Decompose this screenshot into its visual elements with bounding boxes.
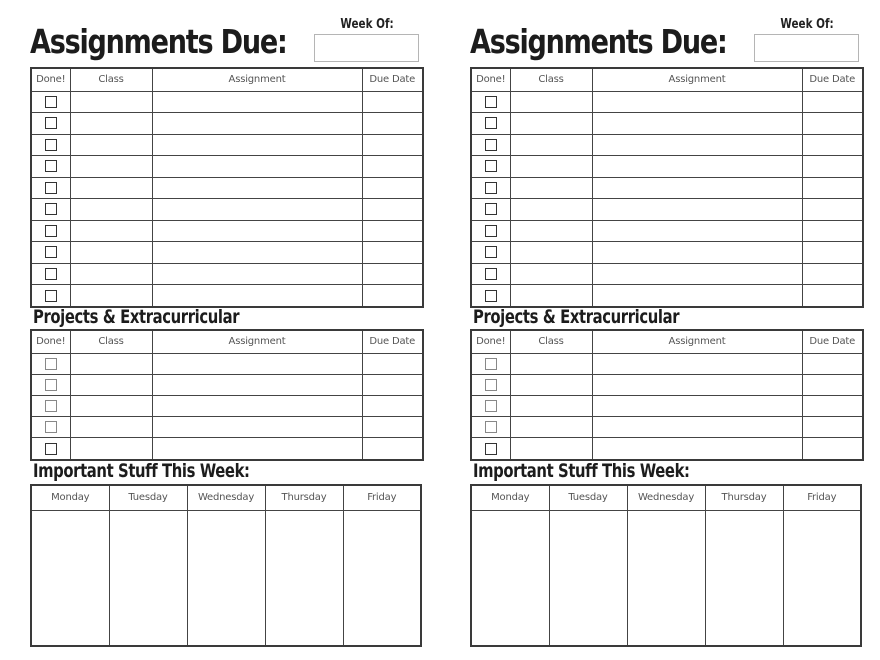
day-header-wednesday: Wednesday — [187, 485, 265, 510]
tuesday-notes-cell[interactable] — [549, 510, 627, 646]
due-date-cell[interactable] — [802, 263, 863, 285]
done-checkbox[interactable] — [45, 421, 57, 433]
class-cell[interactable] — [70, 438, 152, 460]
week-of-label: Week Of: — [340, 17, 394, 32]
due-date-cell[interactable] — [362, 91, 423, 113]
done-cell — [31, 177, 70, 199]
monday-notes-cell[interactable] — [31, 510, 109, 646]
important-section-title: Important Stuff This Week: — [33, 460, 250, 482]
table-row — [471, 134, 863, 156]
table-row — [31, 438, 423, 460]
assignment-cell[interactable] — [592, 242, 802, 264]
day-header-tuesday: Tuesday — [109, 485, 187, 510]
done-cell — [471, 438, 510, 460]
table-row — [471, 242, 863, 264]
class-cell[interactable] — [510, 374, 592, 395]
assignment-cell[interactable] — [592, 91, 802, 113]
done-checkbox[interactable] — [45, 203, 57, 215]
done-checkbox[interactable] — [485, 443, 497, 455]
done-cell — [31, 134, 70, 156]
table-row — [471, 91, 863, 113]
due-date-cell[interactable] — [362, 242, 423, 264]
assignment-cell[interactable] — [152, 353, 362, 374]
class-cell[interactable] — [70, 156, 152, 178]
class-cell[interactable] — [510, 113, 592, 135]
class-cell[interactable] — [70, 374, 152, 395]
column-header-done: Done! — [471, 68, 510, 91]
done-cell — [471, 134, 510, 156]
assignment-cell[interactable] — [592, 374, 802, 395]
day-header-friday: Friday — [783, 485, 861, 510]
due-date-cell[interactable] — [362, 285, 423, 307]
table-row — [31, 156, 423, 178]
done-cell — [471, 395, 510, 416]
due-date-cell[interactable] — [802, 134, 863, 156]
assignment-cell[interactable] — [592, 177, 802, 199]
due-date-cell[interactable] — [362, 134, 423, 156]
done-checkbox[interactable] — [485, 203, 497, 215]
table-row — [471, 177, 863, 199]
column-header-done: Done! — [31, 68, 70, 91]
done-checkbox[interactable] — [485, 268, 497, 280]
due-date-cell[interactable] — [362, 177, 423, 199]
done-checkbox[interactable] — [45, 400, 57, 412]
done-cell — [31, 353, 70, 374]
done-checkbox[interactable] — [45, 182, 57, 194]
done-cell — [471, 113, 510, 135]
done-checkbox[interactable] — [45, 379, 57, 391]
done-cell — [471, 374, 510, 395]
done-checkbox[interactable] — [485, 225, 497, 237]
table-row — [31, 395, 423, 416]
due-date-cell[interactable] — [802, 417, 863, 438]
table-row — [31, 199, 423, 221]
class-cell[interactable] — [70, 242, 152, 264]
done-cell — [31, 199, 70, 221]
table-row — [471, 395, 863, 416]
done-cell — [471, 199, 510, 221]
due-date-cell[interactable] — [802, 199, 863, 221]
done-checkbox[interactable] — [45, 225, 57, 237]
table-row — [471, 353, 863, 374]
class-cell[interactable] — [70, 353, 152, 374]
class-cell[interactable] — [70, 199, 152, 221]
due-date-cell[interactable] — [802, 353, 863, 374]
due-date-cell[interactable] — [362, 417, 423, 438]
due-date-cell[interactable] — [362, 353, 423, 374]
table-row — [31, 417, 423, 438]
column-header-assignment: Assignment — [592, 330, 802, 353]
week-of-label: Week Of: — [780, 17, 834, 32]
table-row — [31, 242, 423, 264]
projects-section-title: Projects & Extracurricular — [33, 306, 240, 328]
done-checkbox[interactable] — [485, 379, 497, 391]
class-cell[interactable] — [510, 91, 592, 113]
class-cell[interactable] — [70, 113, 152, 135]
due-date-cell[interactable] — [362, 438, 423, 460]
due-date-cell[interactable] — [362, 220, 423, 242]
due-date-cell[interactable] — [362, 374, 423, 395]
table-row — [31, 220, 423, 242]
due-date-cell[interactable] — [802, 156, 863, 178]
done-checkbox[interactable] — [45, 358, 57, 370]
assignment-cell[interactable] — [592, 353, 802, 374]
due-date-cell[interactable] — [362, 113, 423, 135]
done-cell — [471, 91, 510, 113]
done-cell — [31, 438, 70, 460]
table-row — [31, 374, 423, 395]
important-section-title: Important Stuff This Week: — [473, 460, 690, 482]
column-header-due-date: Due Date — [362, 330, 423, 353]
due-date-cell[interactable] — [802, 285, 863, 307]
thursday-notes-cell[interactable] — [705, 510, 783, 646]
assignments-table — [470, 67, 864, 308]
class-cell[interactable] — [510, 199, 592, 221]
assignment-cell[interactable] — [152, 156, 362, 178]
table-row — [31, 134, 423, 156]
done-checkbox[interactable] — [45, 139, 57, 151]
column-header-assignment: Assignment — [592, 68, 802, 91]
class-cell[interactable] — [70, 177, 152, 199]
tuesday-notes-cell[interactable] — [109, 510, 187, 646]
assignment-cell[interactable] — [592, 113, 802, 135]
done-cell — [471, 220, 510, 242]
assignment-cell[interactable] — [152, 285, 362, 307]
wednesday-notes-cell[interactable] — [627, 510, 705, 646]
assignment-cell[interactable] — [152, 417, 362, 438]
column-header-class: Class — [70, 330, 152, 353]
done-checkbox[interactable] — [485, 400, 497, 412]
class-cell[interactable] — [70, 395, 152, 416]
done-checkbox[interactable] — [485, 96, 497, 108]
due-date-cell[interactable] — [802, 220, 863, 242]
weekly-notes-table — [30, 484, 422, 647]
assignment-cell[interactable] — [152, 263, 362, 285]
done-checkbox[interactable] — [485, 139, 497, 151]
assignment-cell[interactable] — [592, 156, 802, 178]
done-checkbox[interactable] — [485, 358, 497, 370]
assignment-cell[interactable] — [592, 134, 802, 156]
projects-section-title: Projects & Extracurricular — [473, 306, 680, 328]
done-checkbox[interactable] — [485, 117, 497, 129]
column-header-due-date: Due Date — [802, 330, 863, 353]
due-date-cell[interactable] — [802, 374, 863, 395]
due-date-cell[interactable] — [802, 395, 863, 416]
done-checkbox[interactable] — [45, 268, 57, 280]
assignment-cell[interactable] — [152, 177, 362, 199]
done-cell — [31, 285, 70, 307]
due-date-cell[interactable] — [362, 395, 423, 416]
table-row — [31, 353, 423, 374]
done-cell — [471, 353, 510, 374]
done-cell — [31, 91, 70, 113]
class-cell[interactable] — [510, 285, 592, 307]
done-cell — [31, 395, 70, 416]
assignment-cell[interactable] — [152, 91, 362, 113]
class-cell[interactable] — [510, 242, 592, 264]
planner-page-left — [30, 0, 430, 660]
class-cell[interactable] — [70, 285, 152, 307]
day-header-thursday: Thursday — [705, 485, 783, 510]
done-checkbox[interactable] — [485, 290, 497, 302]
day-header-monday: Monday — [471, 485, 549, 510]
assignment-cell[interactable] — [152, 374, 362, 395]
class-cell[interactable] — [510, 438, 592, 460]
done-checkbox[interactable] — [45, 290, 57, 302]
assignments-table — [30, 67, 424, 308]
projects-table — [30, 329, 424, 461]
assignment-cell[interactable] — [152, 113, 362, 135]
projects-table — [470, 329, 864, 461]
done-cell — [471, 417, 510, 438]
table-row — [471, 438, 863, 460]
assignment-cell[interactable] — [592, 417, 802, 438]
done-cell — [471, 242, 510, 264]
monday-notes-cell[interactable] — [471, 510, 549, 646]
done-checkbox[interactable] — [45, 246, 57, 258]
planner-page-right — [470, 0, 870, 660]
thursday-notes-cell[interactable] — [265, 510, 343, 646]
done-checkbox[interactable] — [45, 160, 57, 172]
due-date-cell[interactable] — [802, 242, 863, 264]
done-checkbox[interactable] — [45, 443, 57, 455]
due-date-cell[interactable] — [802, 113, 863, 135]
day-header-tuesday: Tuesday — [549, 485, 627, 510]
class-cell[interactable] — [510, 353, 592, 374]
done-cell — [31, 220, 70, 242]
class-cell[interactable] — [70, 134, 152, 156]
due-date-cell[interactable] — [362, 156, 423, 178]
done-checkbox[interactable] — [485, 182, 497, 194]
done-checkbox[interactable] — [485, 246, 497, 258]
table-row — [471, 199, 863, 221]
class-cell[interactable] — [510, 417, 592, 438]
column-header-due-date: Due Date — [362, 68, 423, 91]
due-date-cell[interactable] — [362, 199, 423, 221]
table-row — [31, 113, 423, 135]
assignment-cell[interactable] — [152, 199, 362, 221]
friday-notes-cell[interactable] — [783, 510, 861, 646]
column-header-class: Class — [70, 68, 152, 91]
table-row — [471, 220, 863, 242]
table-row — [471, 374, 863, 395]
done-cell — [31, 156, 70, 178]
done-checkbox[interactable] — [485, 421, 497, 433]
assignment-cell[interactable] — [592, 395, 802, 416]
table-row — [471, 417, 863, 438]
assignment-cell[interactable] — [592, 263, 802, 285]
class-cell[interactable] — [510, 134, 592, 156]
class-cell[interactable] — [510, 177, 592, 199]
table-row — [471, 263, 863, 285]
done-cell — [31, 417, 70, 438]
column-header-done: Done! — [31, 330, 70, 353]
done-cell — [471, 177, 510, 199]
table-row — [31, 263, 423, 285]
table-row — [471, 156, 863, 178]
table-row — [471, 285, 863, 307]
column-header-due-date: Due Date — [802, 68, 863, 91]
day-header-thursday: Thursday — [265, 485, 343, 510]
class-cell[interactable] — [70, 91, 152, 113]
due-date-cell[interactable] — [802, 177, 863, 199]
done-checkbox[interactable] — [485, 160, 497, 172]
table-row — [471, 113, 863, 135]
weekly-notes-table — [470, 484, 862, 647]
class-cell[interactable] — [70, 417, 152, 438]
class-cell[interactable] — [510, 156, 592, 178]
column-header-class: Class — [510, 330, 592, 353]
assignment-cell[interactable] — [592, 285, 802, 307]
done-checkbox[interactable] — [45, 117, 57, 129]
column-header-class: Class — [510, 68, 592, 91]
due-date-cell[interactable] — [362, 263, 423, 285]
table-row — [31, 285, 423, 307]
assignment-cell[interactable] — [592, 199, 802, 221]
done-cell — [31, 242, 70, 264]
day-header-monday: Monday — [31, 485, 109, 510]
assignment-cell[interactable] — [592, 438, 802, 460]
due-date-cell[interactable] — [802, 438, 863, 460]
done-cell — [471, 285, 510, 307]
column-header-done: Done! — [471, 330, 510, 353]
day-header-friday: Friday — [343, 485, 421, 510]
friday-notes-cell[interactable] — [343, 510, 421, 646]
week-of-field[interactable] — [754, 34, 859, 62]
column-header-assignment: Assignment — [152, 330, 362, 353]
assignment-cell[interactable] — [152, 242, 362, 264]
day-header-wednesday: Wednesday — [627, 485, 705, 510]
done-cell — [31, 374, 70, 395]
done-checkbox[interactable] — [45, 96, 57, 108]
done-cell — [471, 156, 510, 178]
due-date-cell[interactable] — [802, 91, 863, 113]
class-cell[interactable] — [510, 395, 592, 416]
class-cell[interactable] — [510, 220, 592, 242]
page-title: Assignments Due: — [470, 22, 727, 61]
page-title: Assignments Due: — [30, 22, 287, 61]
week-of-field[interactable] — [314, 34, 419, 62]
class-cell[interactable] — [510, 263, 592, 285]
done-cell — [471, 263, 510, 285]
done-cell — [31, 263, 70, 285]
assignment-cell[interactable] — [152, 134, 362, 156]
class-cell[interactable] — [70, 220, 152, 242]
assignment-cell[interactable] — [152, 438, 362, 460]
assignment-cell[interactable] — [152, 395, 362, 416]
assignment-cell[interactable] — [152, 220, 362, 242]
wednesday-notes-cell[interactable] — [187, 510, 265, 646]
table-row — [31, 177, 423, 199]
done-cell — [31, 113, 70, 135]
class-cell[interactable] — [70, 263, 152, 285]
column-header-assignment: Assignment — [152, 68, 362, 91]
table-row — [31, 91, 423, 113]
assignment-cell[interactable] — [592, 220, 802, 242]
